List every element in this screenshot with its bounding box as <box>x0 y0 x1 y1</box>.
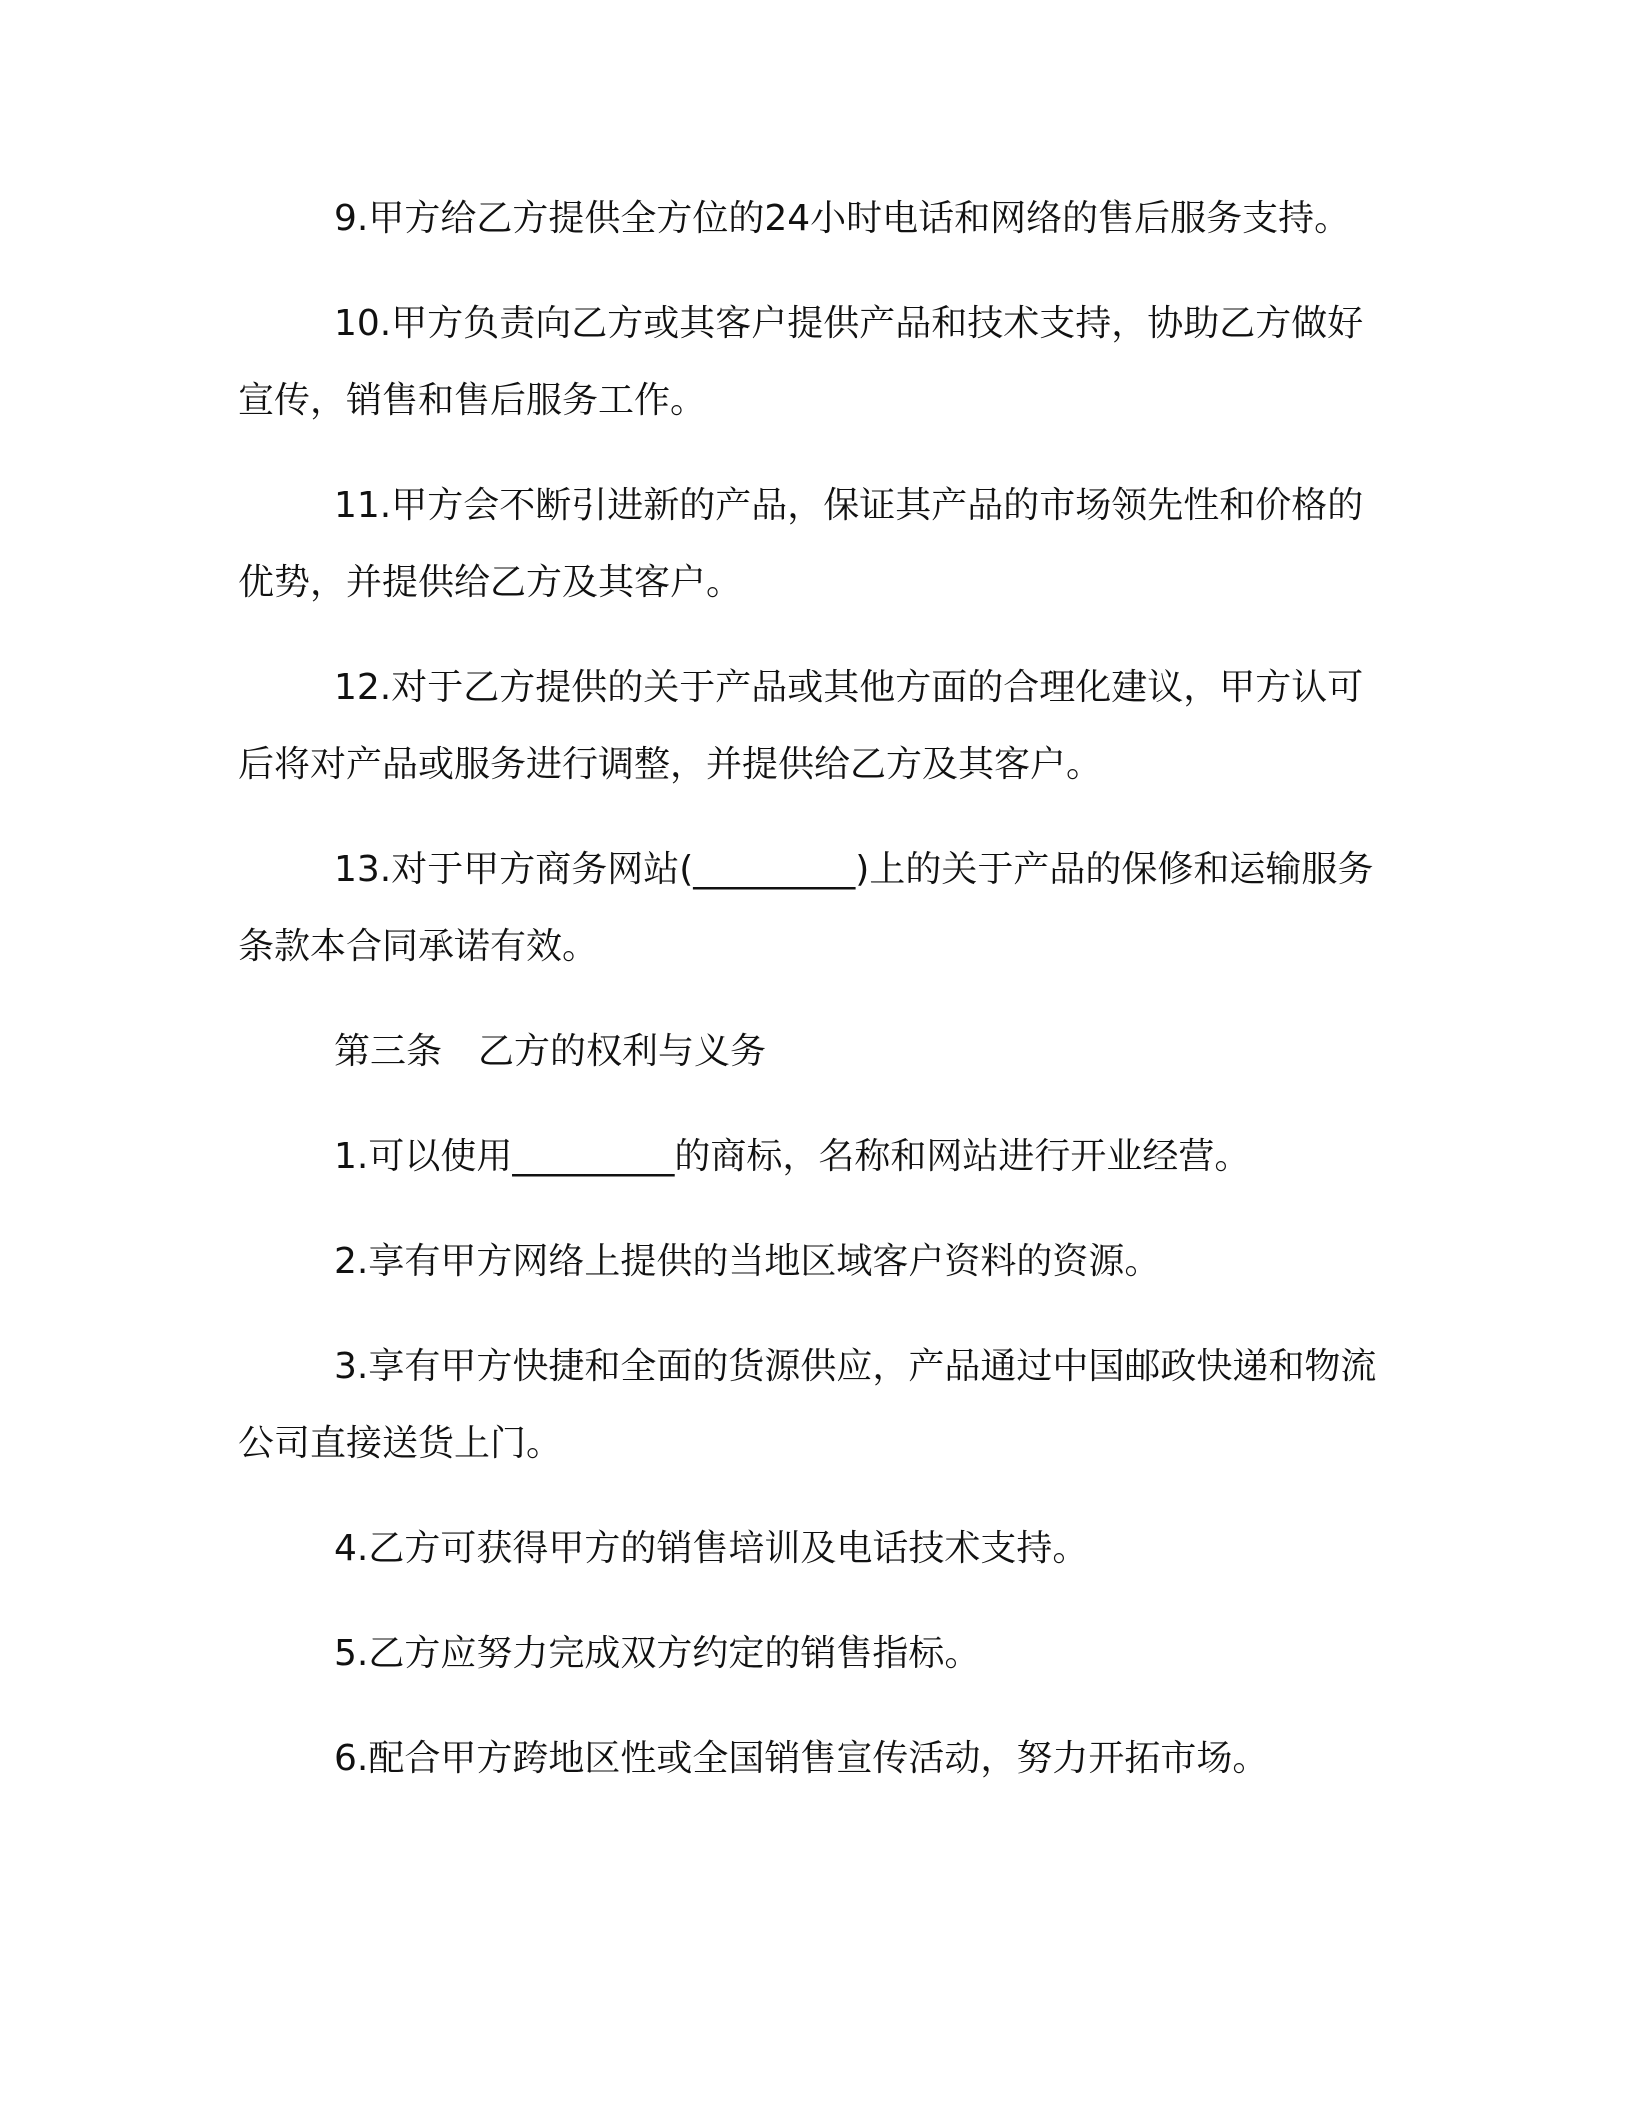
clause-13-paragraph: 13.对于甲方商务网站(_________)上的关于产品的保修和运输服务条款本合同承诺有效。 <box>238 849 1374 967</box>
clause-11-paragraph: 11.甲方会不断引进新的产品，保证其产品的市场领先性和价格的优势，并提供给乙方及其客户。 <box>238 485 1364 603</box>
obligation-3-paragraph: 3.享有甲方快捷和全面的货源供应，产品通过中国邮政快递和物流公司直接送货上门。 <box>238 1346 1377 1464</box>
obligation-4-paragraph: 4.乙方可获得甲方的销售培训及电话技术支持。 <box>334 1528 1089 1569</box>
obligation-6-paragraph: 6.配合甲方跨地区性或全国销售宣传活动，努力开拓市场。 <box>334 1738 1269 1779</box>
document-body <box>238 180 1398 1797</box>
clause-12-paragraph: 12.对于乙方提供的关于产品或其他方面的合理化建议，甲方认可后将对产品或服务进行调整，并提供给乙方及其客户。 <box>238 667 1364 785</box>
clause-9-paragraph: 9.甲方给乙方提供全方位的24小时电话和网络的售后服务支持。 <box>334 198 1351 239</box>
article-3-heading: 第三条 乙方的权利与义务 <box>334 1031 767 1072</box>
obligation-5-paragraph: 5.乙方应努力完成双方约定的销售指标。 <box>334 1633 981 1674</box>
clause-10-paragraph: 10.甲方负责向乙方或其客户提供产品和技术支持，协助乙方做好宣传，销售和售后服务工作。 <box>238 303 1364 421</box>
obligation-2-paragraph: 2.享有甲方网络上提供的当地区域客户资料的资源。 <box>334 1241 1161 1282</box>
obligation-1-paragraph: 1.可以使用_________的商标，名称和网站进行开业经营。 <box>334 1136 1251 1177</box>
